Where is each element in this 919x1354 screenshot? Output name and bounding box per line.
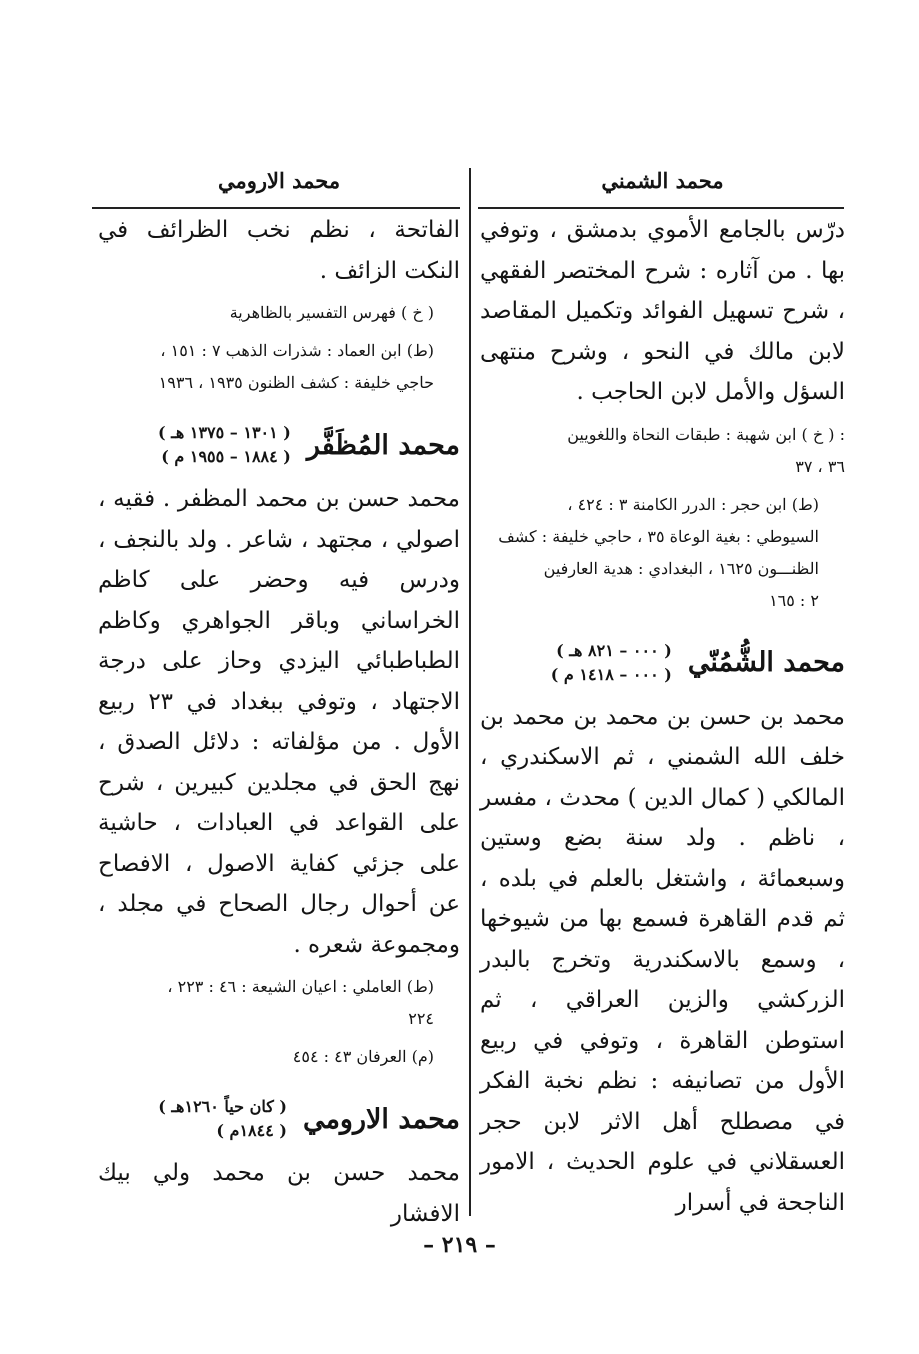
citation-line: السيوطي : بغية الوعاة ٣٥ ، حاجي خليفة : كشف [498,526,819,546]
entry-name: محمد الشُّمُنّي [687,647,845,678]
entry-name: محمد الارومي [302,1103,460,1135]
citation-line: (م) العرفان ٤٣ : ٤٥٤ [292,1047,434,1066]
entry-body [98,1153,460,1234]
text-line: محمد بن حسن بن محمد بن محمد بن [480,703,845,730]
text-line: شرح تسهيل الفوائد وتكميل المقاصد [480,298,830,324]
entry-body [98,479,460,965]
citation-line: ٢٢٤ [408,1009,434,1028]
citation-line: (ط) ابن حجر : الدرر الكامنة ٣ : ٤٢٤ ، [567,494,819,514]
text-line: وحاز على درجة الاجتهاد ، وتوفي ببغداد [98,648,461,715]
entry-dates [551,639,672,687]
text-line: وتخرج بالبدر الزركشي والزين العراقي ، [480,946,845,1013]
citation-line: ( خ ) فهرس التفسير بالظاهرية [229,303,434,322]
running-header-right: محمد الشمني [601,168,724,193]
entry-dates [158,1095,287,1143]
date-hijri: ( كان حياً ١٢٦٠هـ ) [158,1097,287,1116]
text-line: فسمع بها من شيوخها ، وسمع بالاسكندرية [480,906,845,973]
text-line: الحديث ، الامور الناجحة في أسرار [480,1149,845,1216]
left-column-body [98,210,460,1234]
citation-line: (ط) ابن العماد : شذرات الذهب ٧ : ١٥١ ، [160,341,434,360]
citation-line: (ط) العاملي : اعيان الشيعة : ٤٦ : ٢٢٣ ، [167,977,434,996]
text-line: دلائل الصدق ، نهج الحق في مجلدين [98,729,460,796]
date-gregorian: ( ١٨٨٤ – ١٩٥٥ م ) [161,447,291,466]
paragraph-continued [480,210,845,413]
text-line: أهل الاثر لابن حجر العسقلاني في علوم [480,1108,845,1175]
text-line: السؤل والأمل لابن الحاجب . [576,379,845,405]
text-line: كبيرين ، شرح على القواعد في العبادات ، [98,769,461,836]
text-line: وباقر الجواهري وكاظم الطباطبائي اليزدي [98,607,461,674]
text-line: الفاتحة ، نظم نخب الظرائف في النكت [98,217,460,284]
source-citation [98,335,460,399]
text-line: ناظم . ولد سنة بضع وستين وسبعمائة ، [480,825,846,892]
entry-heading [480,639,845,687]
right-column [480,160,845,1223]
citation-line: ٢ : ١٦٥ [769,590,819,610]
source-citation [480,419,845,483]
text-line: اصولي ، مجتهد ، شاعر . ولد بالنجف ، [98,526,460,553]
citation-line: : ( خ ) ابن شهبة : طبقات النحاة واللغويين [567,424,845,444]
right-column-body [480,210,845,1223]
running-header-left: محمد الارومي [217,168,341,193]
source-citation [98,971,460,1035]
entry-dates [158,421,291,469]
source-citation [98,297,460,329]
citation-line: ٣٦ ، ٣٧ [795,456,845,476]
text-line: المالكي ( كمال الدين ) محدث ، مفسر ، [480,784,845,851]
column-divider [469,168,471,1216]
date-hijri: ( ١٣٠١ – ١٣٧٥ هـ ) [158,423,291,442]
left-column [98,160,460,1234]
date-gregorian: ( ٠٠٠ – ١٤١٨ م ) [550,664,672,684]
source-citation [98,1041,460,1073]
entry-name: محمد المُظَفَّر [306,429,460,461]
citation-line: الظنـــون ١٦٢٥ ، البغدادي : هدية العارفين [543,558,819,578]
entry-heading [98,421,460,469]
text-line: الزائف . [319,257,398,284]
text-line: بها . من آثاره : شرح المختصر الفقهي ، [480,257,845,324]
page-number: – ٢١٩ – [423,1232,496,1258]
text-line: خلف الله الشمني ، ثم الاسكندري ، [480,744,845,770]
text-line: ودرس فيه وحضر على كاظم الخراساني [98,567,461,634]
entry-heading [98,1095,460,1143]
text-line: الافصاح عن أحوال رجال الصحاح في [98,850,461,917]
paragraph-continued [98,210,460,291]
entry-body [480,697,845,1224]
text-line: حاشية على جزئي كفاية الاصول ، [98,810,460,877]
date-gregorian: ( ١٨٤٤م ) [216,1121,287,1140]
text-line: محمد حسن بن محمد المظفر . فقيه ، [98,486,460,512]
source-citation [480,489,845,617]
text-line: درّس بالجامع الأموي بدمشق ، وتوفي [480,217,845,243]
text-line: لابن مالك في النحو ، وشرح منتهى [480,338,845,365]
text-line: محمد حسن بن محمد ولي بيك الافشار [98,1160,460,1227]
text-line: مجلد ، ومجموعة شعره . [98,891,460,958]
text-line: واشتغل بالعلم في بلده ، ثم قدم القاهرة [480,865,845,932]
citation-line: حاجي خليفة : كشف الظنون ١٩٣٥ ، ١٩٣٦ [158,373,434,392]
date-hijri: ( ٠٠٠ – ٨٢١ هـ ) [556,640,672,660]
text-line: ثم استوطن القاهرة ، وتوفي في ربيع الأول [480,987,845,1094]
text-line: من تصانيفه : نظم نخبة الفكر في مصطلح [480,1068,845,1135]
text-line: في ٢٣ ربيع الأول . من مؤلفاته : [98,688,460,755]
